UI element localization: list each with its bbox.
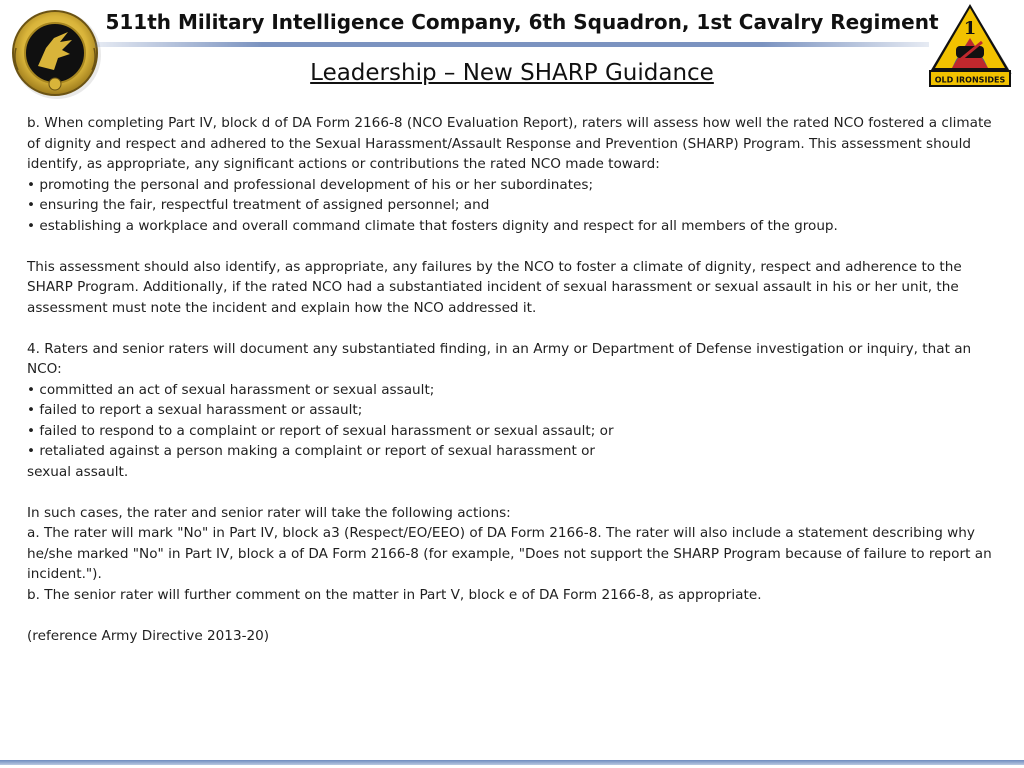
reference-text: (reference Army Directive 2013-20) bbox=[27, 627, 270, 644]
footer-divider bbox=[0, 760, 1024, 765]
patch-number: 1 bbox=[963, 18, 977, 39]
slide-header-title: 511th Military Intelligence Company, 6th Squadron, 1st Cavalry Regiment bbox=[105, 10, 939, 34]
bullet-item: • establishing a workplace and overall command climate that fosters dignity and respect for all members of the group. bbox=[27, 217, 838, 234]
patch-banner: OLD IRONSIDES bbox=[934, 75, 1006, 85]
paragraph-text: a. The rater will mark "No" in Part IV, block a3 (Respect/EO/EEO) of DA Form 2166-8. The rater will also include a statement describing why he/she marked "No" in Part IV, block a of DA Form 2166-8 (for example, "Does not support the SHARP Program because of failure to report an incident."). bbox=[27, 525, 992, 582]
bullet-item: • ensuring the fair, respectful treatment of assigned personnel; and bbox=[27, 197, 490, 213]
bullet-item: • failed to respond to a complaint or report of sexual harassment or sexual assault; or bbox=[27, 422, 614, 439]
paragraph-text: sexual assault. bbox=[27, 463, 129, 480]
paragraph-text: b. The senior rater will further comment on the matter in Part V, block e of DA Form 2166-8, as appropriate. bbox=[27, 586, 762, 603]
paragraph-text: In such cases, the rater and senior rater will take the following actions: bbox=[27, 504, 511, 521]
bullet-item: • failed to report a sexual harassment or assault; bbox=[27, 402, 363, 418]
slide-body bbox=[27, 113, 992, 646]
bullet-item: • committed an act of sexual harassment or sexual assault; bbox=[27, 381, 435, 398]
paragraph-text: b. When completing Part IV, block d of DA Form 2166-8 (NCO Evaluation Report), raters will assess how well the rated NCO fostered a climate of dignity and respect and adhered to the Sexual Harassment/Assault Response and Prevention (SHARP) Program. This assessment should identify, as appropriate, any significant actions or contributions the rated NCO made toward: bbox=[27, 115, 992, 172]
bullet-item: • promoting the personal and professional development of his or her subordinates; bbox=[27, 176, 594, 193]
header-divider bbox=[95, 42, 929, 47]
bullet-item: • retaliated against a person making a complaint or report of sexual harassment or bbox=[27, 443, 596, 459]
paragraph-text: 4. Raters and senior raters will document any substantiated finding, in an Army or Department of Defense investigation or inquiry, that an NCO: bbox=[27, 340, 972, 377]
paragraph-text: This assessment should also identify, as appropriate, any failures by the NCO to foster a climate of dignity, respect and adherence to the SHARP Program. Additionally, if the rated NCO had a substantiated incident of sexual harassment or sexual assault in his or her unit, the assessment must note the incident and explain how the NCO addressed it. bbox=[27, 258, 962, 316]
slide-subtitle: Leadership – New SHARP Guidance bbox=[310, 60, 714, 86]
